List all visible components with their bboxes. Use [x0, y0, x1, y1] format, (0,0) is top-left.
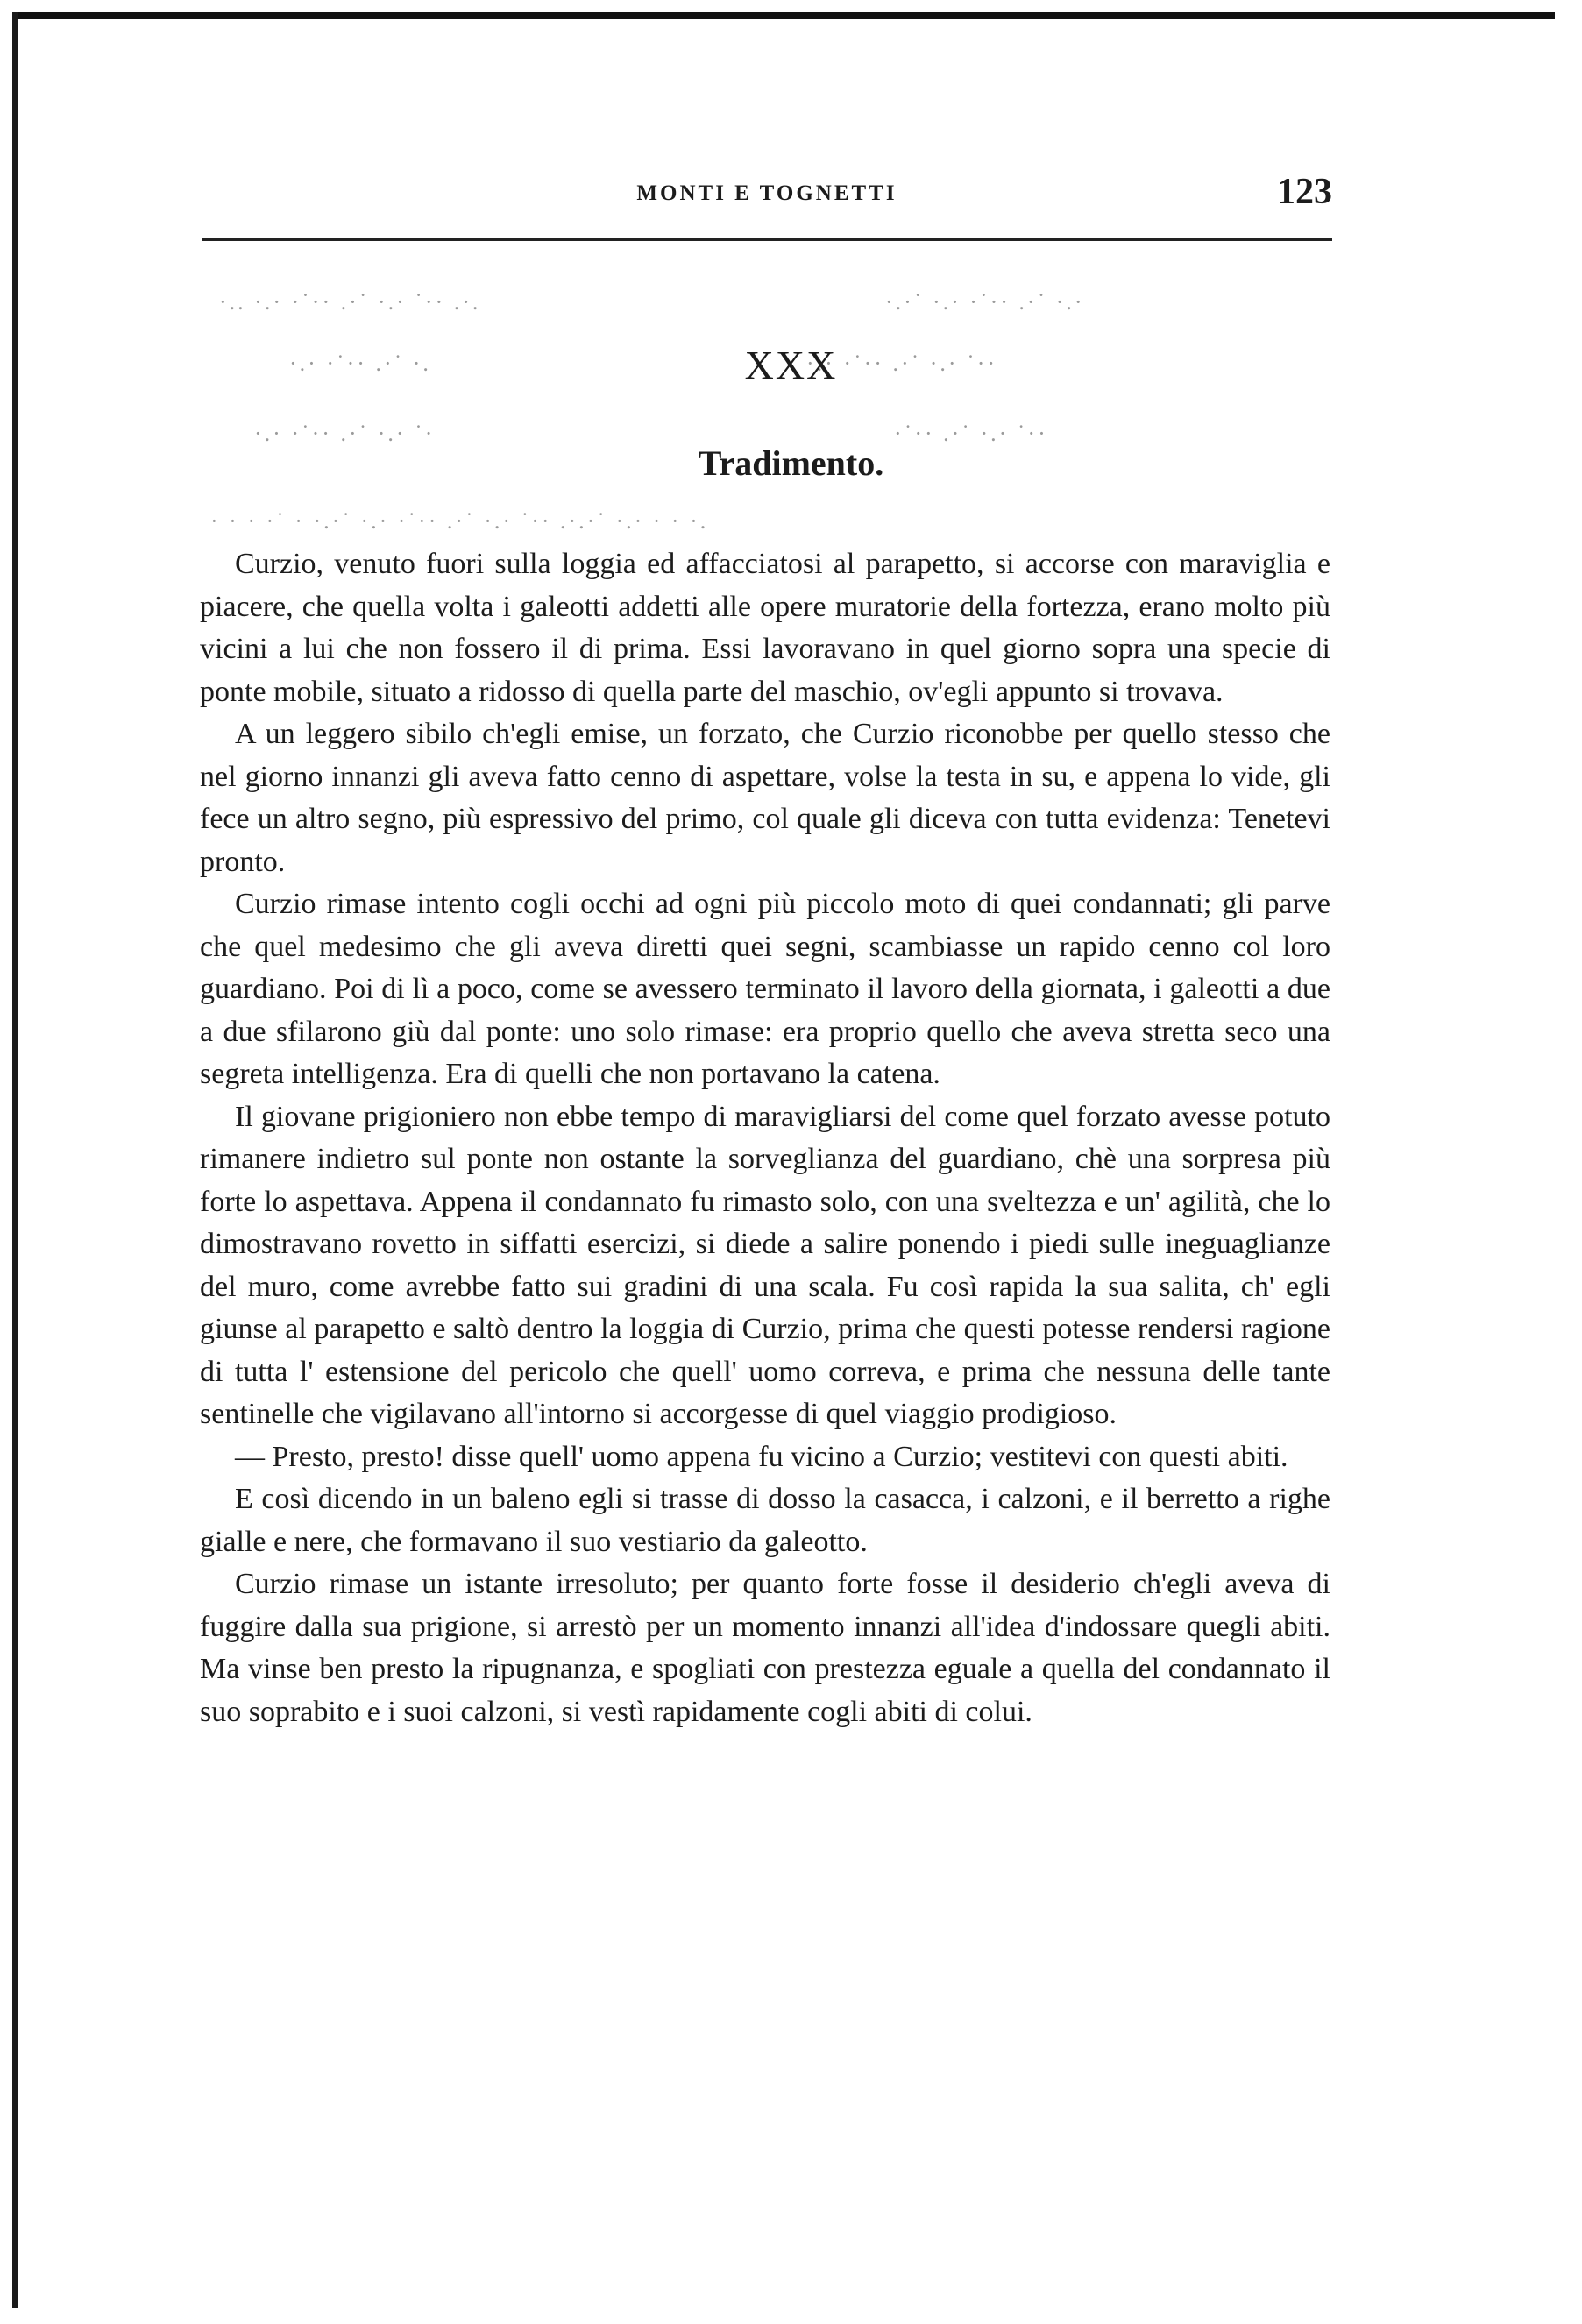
- page-number: 123: [1277, 172, 1332, 212]
- paragraph: — Presto, presto! disse quell' uomo appena fu vicino a Curzio; vestitevi con questi abiti.: [235, 1440, 1288, 1473]
- paragraph: A un leggero sibilo ch'egli emise, un forzato, che Curzio riconobbe per quello stesso che nel giorno innanzi gli aveva fatto cenno di aspettare, volse la testa in su, e appena lo vide, gli fece un altro segno, più espressivo del primo, col quale gli diceva con tutta evidenza: Tenetevi pronto.: [200, 718, 1330, 878]
- bleed-through-noise: ·.· ·˙·· .·˙ ·.· ˙··: [806, 351, 998, 376]
- header-rule: [202, 238, 1332, 241]
- chapter-number: XXX: [744, 343, 838, 387]
- page-top-border: [12, 12, 1555, 19]
- bleed-through-noise: ·.. ·.· ·˙·· .·˙ ·.· ˙·· .·.: [219, 289, 481, 315]
- bleed-through-noise: ·.· ·˙·· .·˙ ·.· ˙·: [254, 421, 436, 446]
- paragraph: E così dicendo in un baleno egli si trasse di dosso la casacca, i calzoni, e il berretto a righe gialle e nere, che formavano il suo vestiario da galeotto.: [200, 1483, 1330, 1558]
- bleed-through-noise: · · · ·˙ · ·.·˙ ·.· ·˙·· .·˙ ·.· ˙·· .·.·˙ ·.· · · ·.: [210, 508, 709, 534]
- bleed-through-noise: ·.·˙ ·.· ·˙·· .·˙ ·.·: [885, 289, 1085, 315]
- page-header: [202, 171, 1332, 223]
- paragraph: Curzio, venuto fuori sulla loggia ed affacciatosi al parapetto, si accorse con maraviglia e piacere, che quella volta i galeotti addetti alle opere muratorie della fortezza, erano molto più vicini a lui che non fossero il di prima. Essi lavoravano in quel giorno sopra una specie di ponte mobile, situato a ridosso di quella parte del maschio, ov'egli appunto si trovava.: [200, 548, 1330, 708]
- chapter-body: [200, 543, 1330, 1733]
- bleed-through-noise: ·.· ·˙·· .·˙ ·.: [289, 351, 431, 376]
- paragraph: Curzio rimase un istante irresoluto; per quanto forte fosse il desiderio ch'egli aveva di fuggire dalla sua prigione, si arrestò per un momento innanzi all'idea d'indossare quegli abiti. Ma vinse ben presto la ripugnanza, e spogliati con prestezza eguale a quella del condannato il suo soprabito e i suoi calzoni, si vestì rapidamente cogli abiti di colui.: [200, 1568, 1330, 1728]
- running-title: MONTI E TOGNETTI: [636, 181, 897, 205]
- paragraph: Il giovane prigioniero non ebbe tempo di maravigliarsi del come quel forzato avesse potuto rimanere indietro sul ponte non ostante la sorveglianza del guardiano, chè una sorpresa più forte lo aspettava. Appena il condannato fu rimasto solo, con una sveltezza e un' agilità, che lo dimostravano rovetto in siffatti esercizi, si diede a salire ponendo i piedi sulle ineguaglianze del muro, come avrebbe fatto sui gradini di una scala. Fu così rapida la sua salita, ch' egli giunse al parapetto e saltò dentro la loggia di Curzio, prima che questi potesse rendersi ragione di tutta l' estensione del pericolo che quell' uomo correva, e prima che nessuna delle tante sentinelle che vigilavano all'intorno si accorgesse di quel viaggio prodigioso.: [200, 1100, 1330, 1430]
- paragraph: Curzio rimase intento cogli occhi ad ogni più piccolo moto di quei condannati; gli parve che quel medesimo che gli aveva diretti quei segni, scambiasse un rapido cenno col loro guardiano. Poi di lì a poco, come se avessero terminato il lavoro della giornata, i galeotti a due a due sfilarono giù dal ponte: uno solo rimase: era proprio quello che aveva stretta seco una segreta intelligenza. Era di quelli che non portavano la catena.: [200, 888, 1330, 1090]
- bleed-through-noise: ·˙·· .·˙ ·.· ˙··: [894, 421, 1048, 446]
- chapter-title: Tradimento.: [698, 443, 884, 483]
